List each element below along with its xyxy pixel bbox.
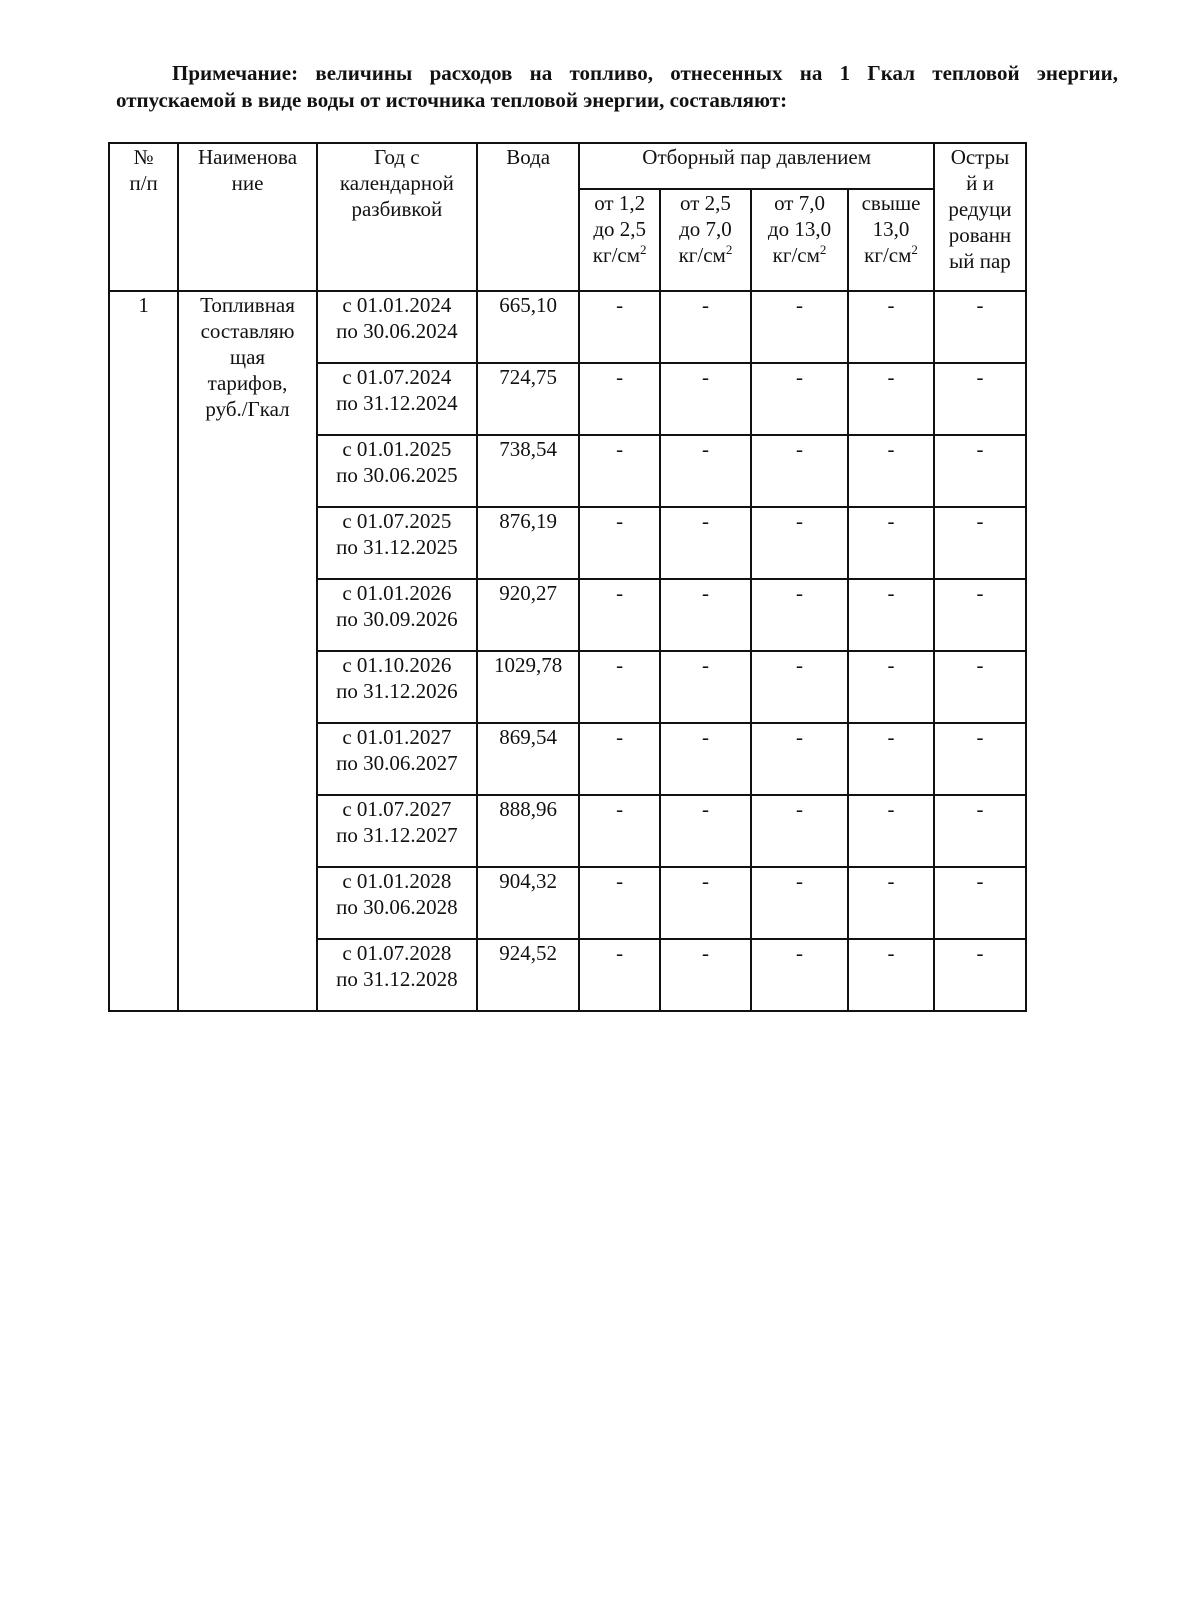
steam-4-cell: - xyxy=(848,795,934,867)
header-number: № п/п xyxy=(109,143,178,291)
steam-3-cell: - xyxy=(751,435,848,507)
sharp-steam-cell: - xyxy=(934,867,1026,939)
steam-4-cell: - xyxy=(848,435,934,507)
steam-1-cell: - xyxy=(579,939,660,1011)
steam-2-cell: - xyxy=(660,363,751,435)
table-body xyxy=(109,291,1026,1011)
sharp-steam-cell: - xyxy=(934,507,1026,579)
period-cell: с 01.07.2027 по 31.12.2027 xyxy=(317,795,477,867)
steam-2-cell: - xyxy=(660,867,751,939)
sharp-steam-cell: - xyxy=(934,723,1026,795)
header-steam-4: свыше 13,0 $кг/см^2$ xyxy=(848,189,934,291)
water-cell: 665,10 xyxy=(477,291,579,363)
steam-4-cell: - xyxy=(848,867,934,939)
steam-4-cell: - xyxy=(848,579,934,651)
steam-3-cell: - xyxy=(751,939,848,1011)
period-cell: с 01.01.2027 по 30.06.2027 xyxy=(317,723,477,795)
steam-3-cell: - xyxy=(751,507,848,579)
steam-2-cell: - xyxy=(660,507,751,579)
period-cell: с 01.07.2028 по 31.12.2028 xyxy=(317,939,477,1011)
steam-2-cell: - xyxy=(660,723,751,795)
fuel-cost-table xyxy=(108,142,1027,1012)
sharp-steam-cell: - xyxy=(934,579,1026,651)
steam-1-cell: - xyxy=(579,651,660,723)
steam-4-cell: - xyxy=(848,939,934,1011)
steam-2-cell: - xyxy=(660,939,751,1011)
steam-3-cell: - xyxy=(751,795,848,867)
water-cell: 920,27 xyxy=(477,579,579,651)
steam-4-cell: - xyxy=(848,651,934,723)
header-steam-1: от 1,2 до 2,5 $кг/см^2$ xyxy=(579,189,660,291)
header-steam-group: Отборный пар давлением xyxy=(579,143,934,189)
period-cell: с 01.07.2025 по 31.12.2025 xyxy=(317,507,477,579)
period-cell: с 01.01.2024 по 30.06.2024 xyxy=(317,291,477,363)
water-cell: 869,54 xyxy=(477,723,579,795)
water-cell: 724,75 xyxy=(477,363,579,435)
steam-2-cell: - xyxy=(660,651,751,723)
water-cell: 904,32 xyxy=(477,867,579,939)
steam-1-cell: - xyxy=(579,291,660,363)
header-period: Год с календарной разбивкой xyxy=(317,143,477,291)
sharp-steam-cell: - xyxy=(934,291,1026,363)
sharp-steam-cell: - xyxy=(934,363,1026,435)
table-row xyxy=(109,291,1026,363)
steam-1-cell: - xyxy=(579,579,660,651)
steam-4-cell: - xyxy=(848,723,934,795)
note-line-1: Примечание: величины расходов на топливо, отнесенных на 1 Гкал тепловой энергии, xyxy=(172,61,1118,85)
period-cell: с 01.10.2026 по 31.12.2026 xyxy=(317,651,477,723)
steam-3-cell: - xyxy=(751,867,848,939)
header-name: Наименова ние xyxy=(178,143,317,291)
header-water: Вода xyxy=(477,143,579,291)
header-steam-2: от 2,5 до 7,0 $кг/см^2$ xyxy=(660,189,751,291)
table-header xyxy=(109,143,1026,291)
row-name: Топливная составляю щая тарифов, руб./Гкал xyxy=(178,291,317,1011)
sharp-steam-cell: - xyxy=(934,651,1026,723)
period-cell: с 01.07.2024 по 31.12.2024 xyxy=(317,363,477,435)
period-cell: с 01.01.2026 по 30.09.2026 xyxy=(317,579,477,651)
steam-1-cell: - xyxy=(579,795,660,867)
steam-2-cell: - xyxy=(660,435,751,507)
steam-3-cell: - xyxy=(751,723,848,795)
sharp-steam-cell: - xyxy=(934,939,1026,1011)
note-paragraph xyxy=(116,60,1118,114)
steam-4-cell: - xyxy=(848,507,934,579)
steam-1-cell: - xyxy=(579,867,660,939)
period-cell: с 01.01.2028 по 30.06.2028 xyxy=(317,867,477,939)
water-cell: 924,52 xyxy=(477,939,579,1011)
steam-1-cell: - xyxy=(579,507,660,579)
header-sharp-steam: Остры й и редуци рованн ый пар xyxy=(934,143,1026,291)
steam-1-cell: - xyxy=(579,363,660,435)
sharp-steam-cell: - xyxy=(934,435,1026,507)
steam-3-cell: - xyxy=(751,651,848,723)
header-steam-3: от 7,0 до 13,0 $кг/см^2$ xyxy=(751,189,848,291)
water-cell: 876,19 xyxy=(477,507,579,579)
row-number: 1 xyxy=(109,291,178,1011)
steam-1-cell: - xyxy=(579,723,660,795)
steam-2-cell: - xyxy=(660,579,751,651)
steam-1-cell: - xyxy=(579,435,660,507)
water-cell: 1029,78 xyxy=(477,651,579,723)
steam-4-cell: - xyxy=(848,291,934,363)
water-cell: 888,96 xyxy=(477,795,579,867)
water-cell: 738,54 xyxy=(477,435,579,507)
steam-4-cell: - xyxy=(848,363,934,435)
sharp-steam-cell: - xyxy=(934,795,1026,867)
steam-3-cell: - xyxy=(751,363,848,435)
period-cell: с 01.01.2025 по 30.06.2025 xyxy=(317,435,477,507)
steam-2-cell: - xyxy=(660,795,751,867)
steam-2-cell: - xyxy=(660,291,751,363)
note-line-2: отпускаемой в виде воды от источника тепловой энергии, составляют: xyxy=(116,88,788,112)
steam-3-cell: - xyxy=(751,291,848,363)
steam-3-cell: - xyxy=(751,579,848,651)
